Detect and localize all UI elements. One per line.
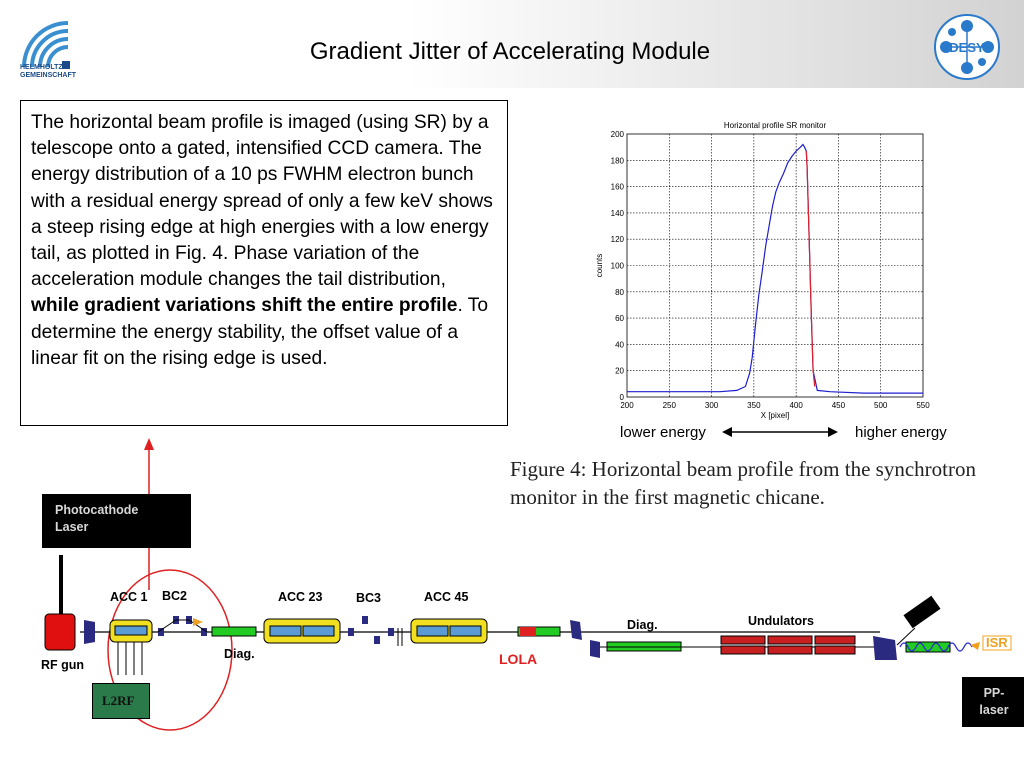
x-tick-label: 550: [916, 401, 930, 410]
chart-title: Horizontal profile SR monitor: [723, 121, 827, 130]
photocathode-laser-label: Photocathode Laser: [55, 503, 139, 534]
x-tick-label: 300: [704, 401, 719, 410]
y-tick-label: 120: [610, 235, 624, 245]
description-bold: while gradient variations shift the entire profile: [31, 295, 458, 317]
y-tick-label: 60: [615, 314, 624, 324]
diag2-label: Diag.: [627, 618, 658, 632]
y-tick-label: 200: [610, 130, 624, 139]
y-tick-label: 0: [619, 393, 624, 402]
higher-energy-label: higher energy: [855, 424, 947, 441]
photocathode-laser-box: [42, 494, 191, 548]
rf-gun: [45, 614, 75, 650]
y-tick-label: 160: [610, 182, 624, 192]
x-tick-label: 200: [620, 401, 634, 410]
lola-label: LOLA: [499, 651, 538, 667]
desy-logo: [932, 12, 1002, 82]
l2rf-label: L2RF: [102, 693, 135, 708]
desy-logo-text: DESY: [949, 40, 985, 55]
bc2-label: BC2: [162, 589, 188, 603]
l2rf-box: [92, 683, 150, 719]
y-tick-label: 180: [610, 156, 624, 166]
pp-laser-label: PP-laser: [979, 686, 1009, 717]
page-title: Gradient Jitter of Accelerating Module: [309, 38, 711, 65]
y-tick-label: 100: [610, 261, 624, 271]
x-tick-label: 350: [747, 401, 761, 410]
figure-caption: Figure 4: Horizontal beam profile from the synchrotron monitor in the first magnetic chicane.: [510, 457, 976, 509]
laser-post: [59, 555, 63, 615]
y-tick-label: 140: [610, 208, 624, 218]
helmholtz-logo-text: HELMHOLTZ GEMEINSCHAFT: [20, 64, 76, 79]
diag1-label: Diag.: [224, 647, 255, 661]
description-text-2: . To determine the energy stability, the offset value of a linear fit on the rising edge is used.: [31, 295, 489, 369]
bc3-label: BC3: [356, 591, 382, 605]
acc23-label: ACC 23: [278, 590, 323, 604]
isr-label: ISR: [986, 635, 1008, 650]
diag1-box: [212, 627, 256, 636]
undulators-label: Undulators: [748, 614, 814, 628]
x-axis-label: X [pixel]: [760, 411, 790, 420]
pp-laser-box: [962, 677, 1024, 727]
lower-energy-label: lower energy: [620, 424, 706, 441]
x-tick-label: 500: [874, 401, 888, 410]
acc1-label: ACC 1: [110, 590, 148, 604]
gun-magnet: [84, 620, 95, 644]
x-tick-label: 450: [831, 401, 846, 410]
dump-magnet: [873, 636, 897, 660]
y-tick-label: 20: [615, 366, 624, 376]
acc45-label: ACC 45: [424, 590, 469, 604]
photon-detector: [903, 596, 940, 629]
beam-profile-chart: [590, 112, 940, 422]
connector-arrowhead: [144, 438, 154, 450]
x-tick-label: 400: [789, 401, 803, 410]
y-tick-label: 80: [615, 287, 624, 297]
acc1-cavity: [115, 626, 147, 635]
description-text-1: The horizontal beam profile is imaged (using SR) by a telescope onto a gated, intensified CCD camera. The energy distribution of a 10 ps FWHM electron bunch with a residual energy spread of only a few keV shows a steep rising edge at high energies with a low energy tail, as plotted in Fig. 4. Phase variation of the acceleration module changes the tail distribution,: [31, 112, 493, 291]
y-axis-label: counts: [595, 253, 604, 278]
rf-gun-label: RF gun: [41, 658, 85, 672]
energy-arrow: [720, 424, 840, 440]
undulator-segments: [721, 636, 855, 654]
y-tick-label: 40: [615, 340, 624, 350]
description-textbox: [20, 100, 508, 426]
x-tick-label: 250: [662, 401, 676, 410]
